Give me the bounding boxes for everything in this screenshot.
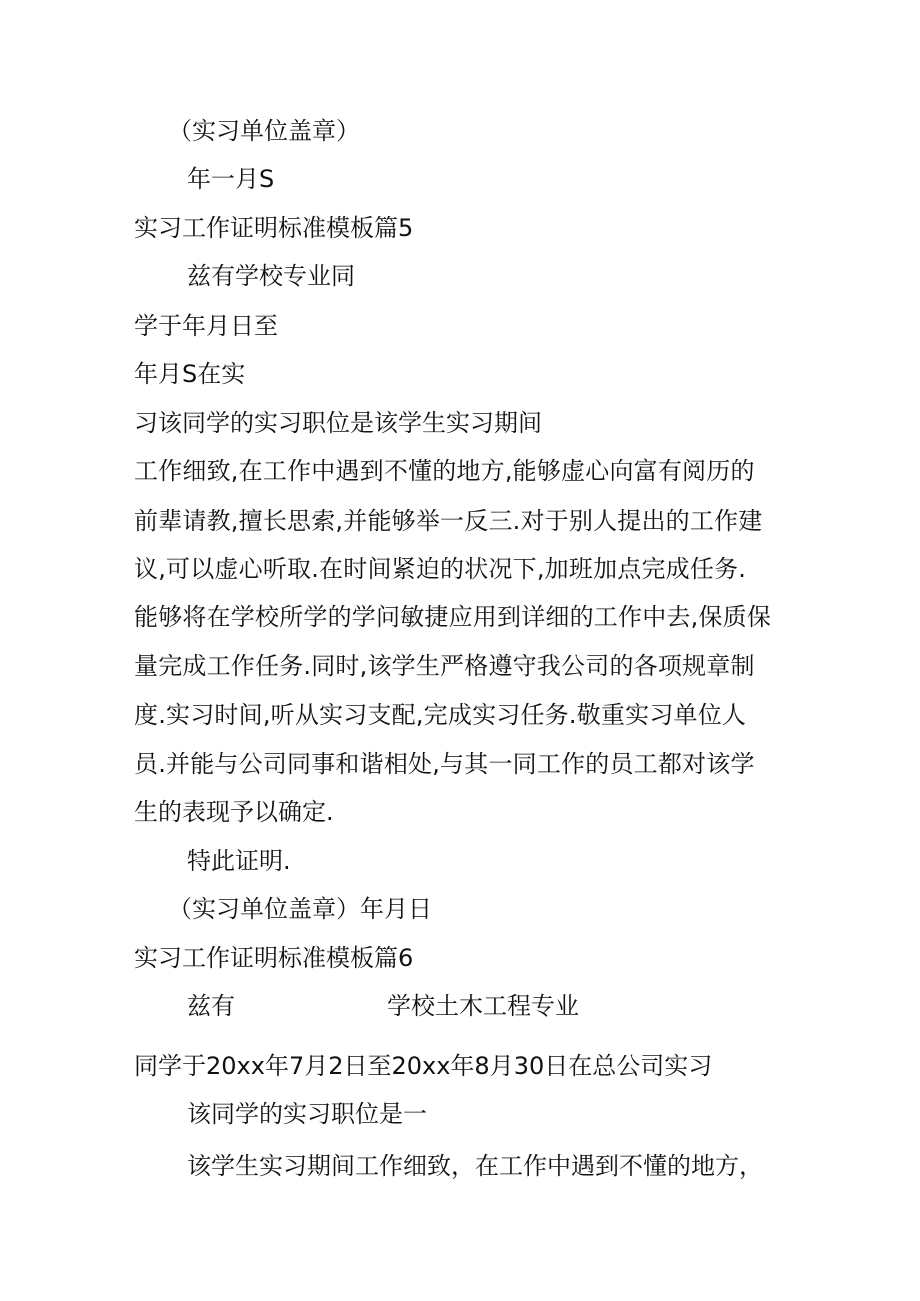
- text-fragment: 学校土木工程专业: [387, 992, 579, 1020]
- paragraph-line: 兹有学校专业同: [187, 262, 355, 290]
- paragraph-line: 工作细致,在工作中遇到不懂的地方,能够虚心向富有阅历的: [134, 457, 755, 485]
- section-heading-6: 实习工作证明标准模板篇6: [134, 944, 414, 972]
- seal-line-1: （实习单位盖章）: [168, 117, 360, 145]
- paragraph-line: 年月S在实: [134, 360, 246, 388]
- paragraph-line: 该学生实习期间工作细致，在工作中遇到不懂的地方，: [187, 1152, 763, 1180]
- paragraph-line: 量完成工作任务.同时,该学生严格遵守我公司的各项规章制: [134, 652, 755, 680]
- paragraph-line: 习该同学的实习职位是该学生实习期间: [134, 409, 542, 437]
- seal-line-2: （实习单位盖章）年月日: [168, 895, 432, 923]
- date-line-1: 年一月S: [187, 165, 275, 193]
- paragraph-line: 员.并能与公司同事和谐相处,与其一同工作的员工都对该学: [134, 750, 755, 778]
- paragraph-line: 学于年月日至: [134, 312, 278, 340]
- paragraph-line: [187, 990, 579, 1022]
- section-heading-5: 实习工作证明标准模板篇5: [134, 214, 414, 242]
- paragraph-line: 前辈请教,擅长思索,并能够举一反三.对于别人提出的工作建: [134, 507, 763, 535]
- paragraph-line: 议,可以虚心听取.在时间紧迫的状况下,加班加点完成任务.: [134, 555, 747, 583]
- paragraph-line: 度.实习时间,听从实习支配,完成实习任务.敬重实习单位人: [134, 701, 747, 729]
- paragraph-line: 能够将在学校所学的学问敏捷应用到详细的工作中去,保质保: [134, 603, 772, 631]
- paragraph-line: 生的表现予以确定.: [134, 798, 334, 826]
- text-fragment: 兹有: [187, 992, 235, 1020]
- paragraph-line: 该同学的实习职位是一: [187, 1100, 427, 1128]
- certify-line: 特此证明.: [187, 847, 291, 875]
- paragraph-line: 同学于20xx年7月2日至20xx年8月30日在总公司实习: [134, 1052, 713, 1080]
